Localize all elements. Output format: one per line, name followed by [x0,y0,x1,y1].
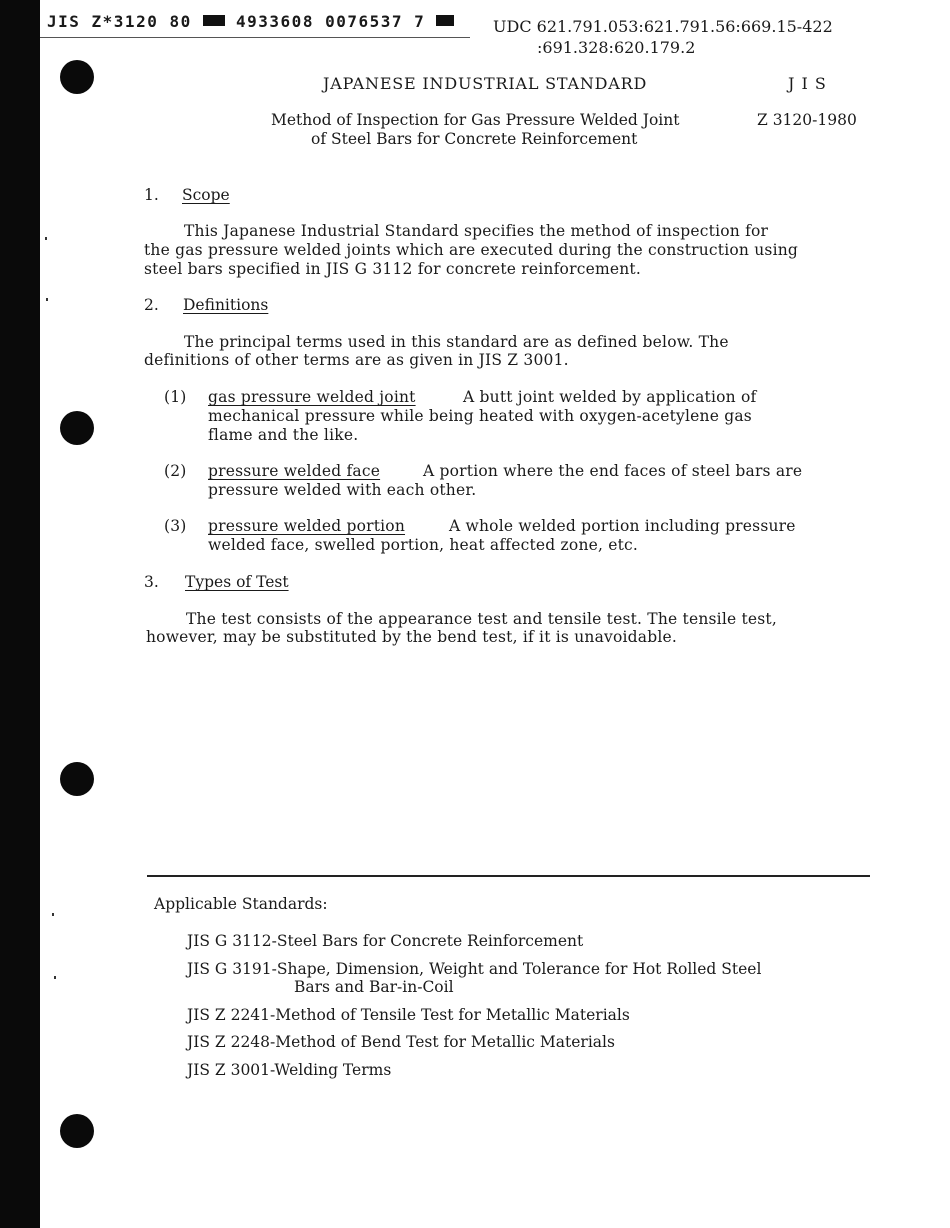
definition-2-text: A portion where the end faces of steel bars are [423,462,803,480]
scan-speck [46,298,48,301]
standard-number: Z 3120-1980 [757,111,857,129]
definitions-intro-line-2: definitions of other terms are as given in JIS Z 3001. [144,351,569,369]
definition-3-text: welded face, swelled portion, heat affected zone, etc. [208,536,639,554]
binder-edge [0,0,40,1228]
applicable-standard-item-continued: Bars and Bar-in-Coil [294,978,454,996]
applicable-standard-item: JIS G 3112-Steel Bars for Concrete Reinforcement [187,932,584,950]
scope-line-2: the gas pressure welded joints which are executed during the construction using [144,241,799,259]
scan-speck [45,237,47,240]
header-rule [40,37,470,38]
applicable-standard-item: JIS Z 2248-Method of Bend Test for Metallic Materials [187,1033,615,1051]
scope-line-1: This Japanese Industrial Standard specifies the method of inspection for [184,222,769,240]
definitions-intro-line-1: The principal terms used in this standard are as defined below. The [184,333,729,351]
definition-3-text: A whole welded portion including pressure [449,517,796,535]
document-title-line-1: Method of Inspection for Gas Pressure Welded Joint [271,111,680,129]
footnote-divider [147,875,870,877]
section-3-number: 3. [144,573,159,591]
udc-line-2: :691.328:620.179.2 [537,38,696,57]
scan-speck [54,976,56,979]
redaction-block [436,15,454,26]
applicable-standards-heading: Applicable Standards: [154,895,328,913]
jis-mark: J I S [788,74,827,93]
types-of-test-line-2: however, may be substituted by the bend test, if it is unavoidable. [146,628,677,646]
types-of-test-line-1: The test consists of the appearance test and tensile test. The tensile test, [186,610,777,628]
section-1-heading: Scope [182,186,230,204]
definition-2-term: pressure welded face [208,462,381,480]
punch-hole-3 [60,762,94,796]
applicable-standard-item: JIS Z 2241-Method of Tensile Test for Metallic Materials [187,1006,630,1024]
definition-1-text: A butt joint welded by application of [463,388,757,406]
definition-1-text: mechanical pressure while being heated with oxygen-acetylene gas [208,407,752,425]
definition-3-term: pressure welded portion [208,517,406,535]
standard-name: JAPANESE INDUSTRIAL STANDARD [323,74,648,93]
section-2-number: 2. [144,296,159,314]
catalog-code [47,12,454,31]
section-2-heading: Definitions [183,296,269,314]
definition-1-term: gas pressure welded joint [208,388,416,406]
punch-hole-2 [60,411,94,445]
punch-hole-1 [60,60,94,94]
document-title-line-2: of Steel Bars for Concrete Reinforcement [311,130,638,148]
redaction-block [203,15,225,26]
catalog-code-prefix: JIS Z*3120 80 [47,12,192,31]
applicable-standard-item: JIS G 3191-Shape, Dimension, Weight and Tolerance for Hot Rolled Steel [187,960,762,978]
definition-2-number: (2) [164,462,187,480]
udc-line-1: UDC 621.791.053:621.791.56:669.15-422 [493,17,833,36]
section-3-heading: Types of Test [185,573,289,591]
definition-1-number: (1) [164,388,187,406]
definition-3-number: (3) [164,517,187,535]
punch-hole-4 [60,1114,94,1148]
catalog-code-middle: 4933608 0076537 7 [236,12,426,31]
section-1-number: 1. [144,186,159,204]
definition-2-text: pressure welded with each other. [208,481,477,499]
scan-speck [52,913,54,916]
applicable-standard-item: JIS Z 3001-Welding Terms [187,1061,392,1079]
scope-line-3: steel bars specified in JIS G 3112 for concrete reinforcement. [144,260,641,278]
definition-1-text: flame and the like. [208,426,359,444]
